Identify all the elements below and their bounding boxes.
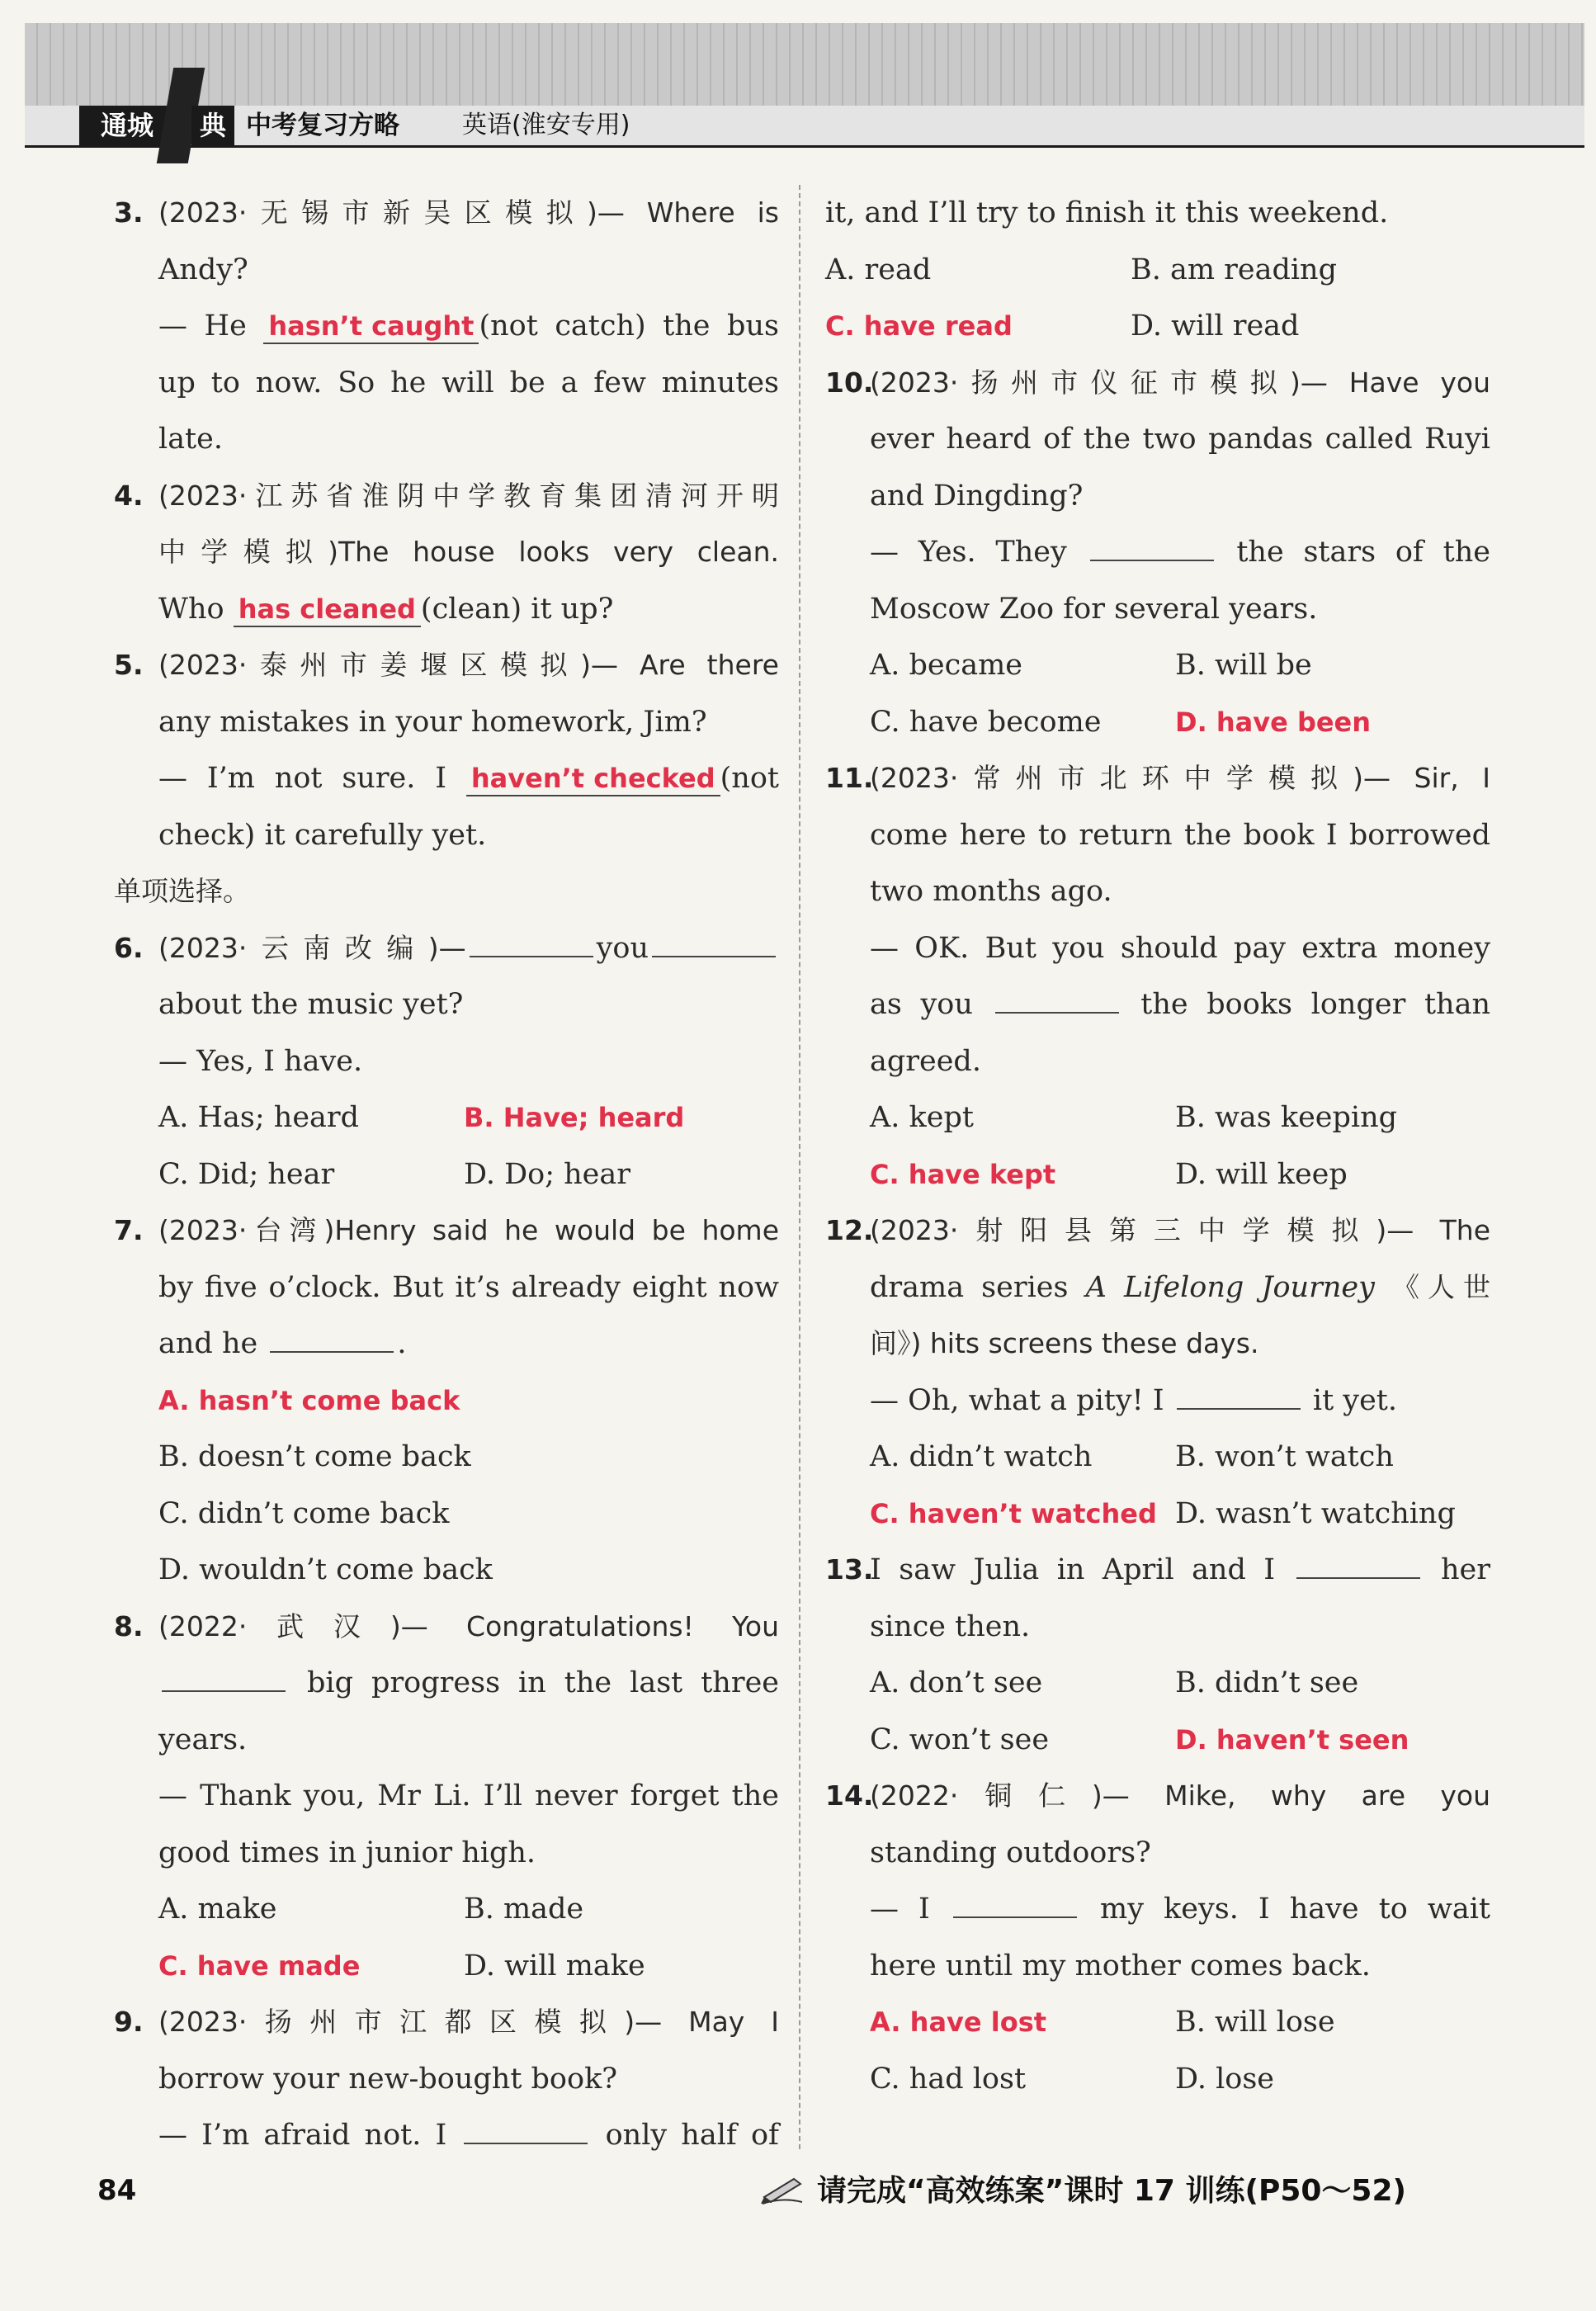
option-c-correct: C. haven’t watched: [870, 1497, 1157, 1529]
option-a: A. make: [158, 1893, 277, 1926]
question-text: Who: [158, 592, 224, 626]
question-text: (2023·常州市北环中学模拟)— Sir, I: [870, 762, 1490, 794]
option-c: C. have become: [870, 705, 1102, 739]
question-3: [114, 185, 779, 468]
question-text: (2023·云南改编)—: [158, 931, 466, 964]
question-text: about the music yet?: [158, 988, 464, 1021]
question-text: (clean) it up?: [420, 592, 614, 626]
option-a-correct: A. have lost: [870, 2006, 1047, 2038]
answer-text: has cleaned: [234, 593, 421, 627]
question-9-continued: [825, 185, 1490, 355]
question-text: borrow your new-bought book?: [158, 2062, 618, 2096]
question-number: 10.: [825, 366, 874, 399]
question-text: — I: [870, 1893, 930, 1926]
option-b: B. will lose: [1175, 2006, 1335, 2039]
option-d: D. will make: [464, 1949, 645, 1983]
question-text: late.: [158, 423, 223, 456]
header-band: [25, 23, 1584, 106]
question-number: 12.: [825, 1214, 874, 1246]
question-text: — I’m not sure. I: [158, 762, 447, 795]
question-text: (2022·铜仁)— Mike, why are you: [870, 1779, 1490, 1812]
option-a: A. read: [825, 253, 932, 286]
option-b-correct: B. Have; heard: [464, 1102, 685, 1133]
question-text: 间》) hits screens these days.: [870, 1327, 1259, 1359]
question-text: big progress in the last three: [307, 1666, 779, 1699]
brand-label: 通城: [79, 106, 175, 145]
question-text: since then.: [870, 1609, 1031, 1643]
option-b: B. won’t watch: [1175, 1440, 1394, 1473]
option-c-correct: C. have made: [158, 1949, 361, 1982]
question-text: you: [596, 931, 649, 965]
question-text: (not catch) the bus: [479, 310, 779, 343]
option-d: D. wouldn’t come back: [158, 1553, 493, 1586]
question-number: 5.: [114, 649, 144, 681]
brand-label-2: 典: [191, 106, 234, 145]
question-number: 8.: [114, 1609, 144, 1642]
question-number: 9.: [114, 2006, 144, 2038]
question-text: — Yes, I have.: [158, 1044, 363, 1078]
answer-blank: [470, 923, 593, 957]
footer-note-text: 请完成“高效练案”课时 17 训练(P50～52): [817, 2174, 1406, 2208]
question-text: up to now. So he will be a few minutes: [158, 366, 779, 399]
option-d: D. Do; hear: [464, 1157, 630, 1191]
answer-blank: [162, 1657, 286, 1692]
question-text: (2023·射阳县第三中学模拟)— The: [870, 1214, 1490, 1246]
question-text: drama series: [870, 1270, 1069, 1304]
option-c: C. Did; hear: [158, 1157, 335, 1191]
footer-note: [761, 2167, 1406, 2209]
answer-blank: [652, 923, 776, 957]
option-d: D. wasn’t watching: [1175, 1496, 1456, 1530]
option-a: A. became: [870, 649, 1023, 682]
right-column: [825, 185, 1490, 2107]
option-b: B. doesn’t come back: [158, 1440, 471, 1473]
question-number: 6.: [114, 931, 144, 964]
question-text: (2023·扬州市仪征市模拟)— Have you: [870, 366, 1490, 399]
page-number: 84: [97, 2174, 137, 2207]
question-text: here until my mother comes back.: [870, 1949, 1371, 1983]
question-number: 13.: [825, 1553, 874, 1586]
question-text: Moscow Zoo for several years.: [870, 592, 1318, 626]
question-text: my keys. I have to wait: [1100, 1893, 1490, 1926]
question-text: it yet.: [1312, 1383, 1397, 1417]
option-d: D. will keep: [1175, 1157, 1348, 1191]
option-a: A. Has; heard: [158, 1101, 360, 1134]
question-text: good times in junior high.: [158, 1836, 536, 1869]
question-text: (2023·泰州市姜堰区模拟)— Are there: [158, 649, 779, 681]
question-text: and he: [158, 1327, 258, 1360]
question-number: 4.: [114, 479, 144, 512]
option-b: B. didn’t see: [1175, 1666, 1359, 1699]
question-6: [114, 920, 779, 1203]
question-text: — Yes. They: [870, 536, 1067, 569]
option-c-correct: C. have kept: [870, 1158, 1056, 1190]
question-text: I saw Julia in April and I: [870, 1553, 1276, 1586]
question-text: Andy?: [158, 253, 248, 286]
question-text: come here to return the book I borrowed: [870, 818, 1490, 852]
option-a-correct: A. hasn’t come back: [158, 1384, 460, 1416]
question-text: (2022·武汉)— Congratulations! You: [158, 1609, 779, 1642]
question-10: [825, 355, 1490, 751]
book-title: 中考复习方略: [246, 111, 399, 140]
question-8: [114, 1599, 779, 1995]
question-12: [825, 1203, 1490, 1542]
option-c: C. didn’t come back: [158, 1496, 450, 1530]
option-a: A. kept: [870, 1101, 974, 1134]
question-number: 14.: [825, 1779, 874, 1812]
question-text: as you: [870, 988, 973, 1021]
question-text: 中学模拟)The house looks very clean.: [158, 536, 779, 568]
question-number: 7.: [114, 1214, 144, 1246]
question-text: it, and I’ll try to finish it this weekend.: [825, 196, 1389, 229]
question-text: the stars of the: [1236, 536, 1490, 569]
question-text: (2023·扬州市江都区模拟)— May I: [158, 2006, 779, 2038]
question-number: 3.: [114, 196, 144, 229]
question-text: standing outdoors?: [870, 1836, 1151, 1869]
question-text: (2023·无锡市新吴区模拟)— Where is: [158, 196, 779, 229]
answer-blank: [995, 979, 1119, 1014]
answer-blank: [270, 1318, 394, 1353]
option-d-correct: D. have been: [1175, 706, 1372, 738]
question-7: 7. (2023·台湾)Henry said he would be home by five o’clock. But it’s already eight now and he . A. hasn’t come back B. doesn’t come back C. didn’t come back D. wouldn’t come back: [114, 1203, 779, 1599]
option-b: B. am reading: [1131, 253, 1338, 286]
drama-title: A Lifelong Journey: [1085, 1270, 1375, 1304]
option-d-correct: D. haven’t seen: [1175, 1723, 1409, 1756]
answer-text: haven’t checked: [466, 762, 720, 796]
question-text: two months ago.: [870, 875, 1112, 908]
option-b: B. will be: [1175, 649, 1312, 682]
question-text: only half of: [605, 2119, 779, 2152]
question-text: years.: [158, 1723, 248, 1756]
question-11: [825, 750, 1490, 1203]
question-text: (not: [720, 762, 779, 795]
option-b: B. was keeping: [1175, 1101, 1398, 1134]
question-text: her: [1440, 1553, 1490, 1586]
option-d: D. will read: [1131, 310, 1300, 343]
question-text: check) it carefully yet.: [158, 818, 487, 852]
question-text: ever heard of the two pandas called Ruyi: [870, 423, 1490, 456]
option-c: C. had lost: [870, 2062, 1027, 2096]
question-9: [114, 1994, 779, 2164]
question-13: [825, 1542, 1490, 1768]
answer-blank: [953, 1883, 1077, 1918]
question-text: by five o’clock. But it’s already eight now: [158, 1270, 779, 1304]
question-5: [114, 637, 779, 863]
answer-blank: [1296, 1544, 1420, 1579]
option-a: A. didn’t watch: [870, 1440, 1093, 1473]
option-c: C. won’t see: [870, 1723, 1050, 1756]
question-text: — Thank you, Mr Li. I’ll never forget the: [158, 1779, 779, 1812]
answer-blank: [1090, 527, 1214, 561]
question-text: agreed.: [870, 1044, 981, 1078]
option-c-correct: C. have read: [825, 310, 1013, 342]
question-text: and Dingding?: [870, 479, 1084, 513]
question-4: [114, 468, 779, 638]
question-number: 11.: [825, 762, 874, 794]
answer-text: hasn’t caught: [263, 310, 479, 344]
question-text: (2023·江苏省淮阴中学教育集团清河开明: [158, 479, 779, 512]
question-text: — He: [158, 310, 247, 343]
question-text: 《人世: [1392, 1270, 1490, 1303]
subject-label: 英语(淮安专用): [462, 111, 630, 139]
pencil-icon: [761, 2172, 805, 2205]
left-column: [114, 185, 779, 2164]
question-text: — Oh, what a pity! I: [870, 1383, 1164, 1417]
option-b: B. made: [464, 1893, 584, 1926]
answer-blank: [1177, 1375, 1301, 1410]
column-divider: [799, 185, 800, 2149]
option-d: D. lose: [1175, 2062, 1275, 2096]
option-a: A. don’t see: [870, 1666, 1043, 1699]
answer-blank: [464, 2110, 588, 2144]
question-text: (2023·台湾)Henry said he would be home: [158, 1214, 779, 1246]
question-14: [825, 1768, 1490, 2107]
section-heading: 单项选择。: [114, 875, 250, 907]
question-text: the books longer than: [1140, 988, 1490, 1021]
question-text: — I’m afraid not. I: [158, 2119, 447, 2152]
question-text: — OK. But you should pay extra money: [870, 931, 1490, 965]
question-text: any mistakes in your homework, Jim?: [158, 705, 707, 739]
